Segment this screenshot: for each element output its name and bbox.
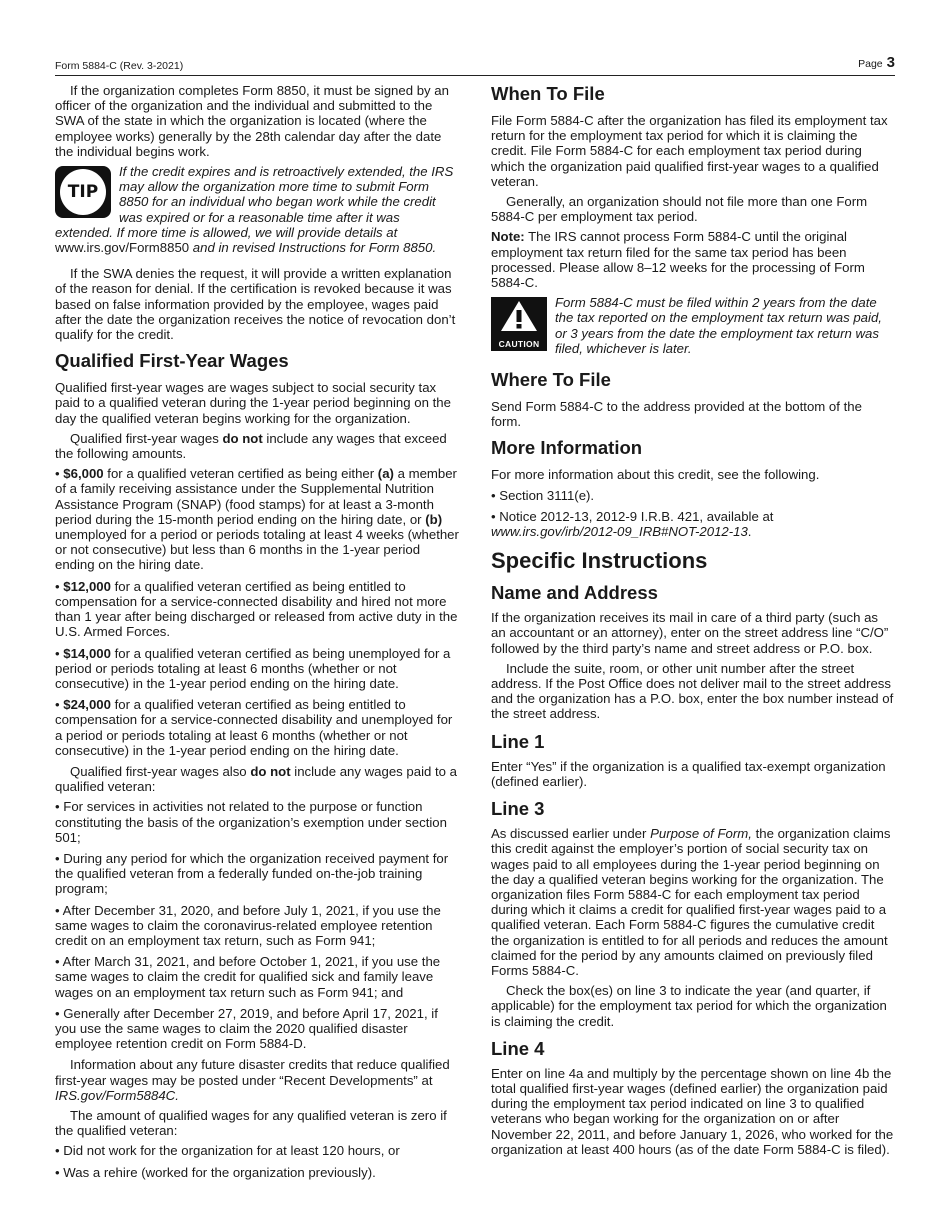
amount: $14,000 xyxy=(63,645,111,661)
tip-text-a: If the credit expires and is retroactively extended, the IRS may allow the organization more time to submit Form 8850 for an individual who began work while the credit was expired or for a reasonable time after it was extended. If more time is allowed, we will provide details at xyxy=(55,164,454,240)
right-column xyxy=(491,83,895,1162)
text-segment: for a qualified veteran certified as being unemployed for a period or periods totaling at least 6 months (whether or not consecutive) in the 1-year period ending on the hiring date. xyxy=(55,645,451,691)
tip-text-b: and in revised Instructions for Form 8850. xyxy=(189,240,437,256)
exclusion-bullet: • During any period for which the organization received payment for the qualified veteran from a federally funded on-the-job training program; xyxy=(55,850,449,897)
heading-more-information: More Information xyxy=(491,437,643,459)
heading-when-to-file: When To File xyxy=(491,83,605,104)
tip-icon-label: TIP xyxy=(60,169,106,215)
caution-box xyxy=(491,295,895,361)
bullet-text: During any period for which the organization received payment for the qualified veteran from a federally funded on-the-job training program; xyxy=(55,850,449,897)
paragraph-line-1: Enter “Yes” if the organization is a qualified tax-exempt organization (defined earlier). xyxy=(491,758,886,789)
paragraph-name-address-1: If the organization receives its mail in care of a third party (such as an accountant or an attorney), enter on the street address line “C/O” followed by the third party’s name and street address or P.O. box. xyxy=(491,610,889,656)
zero-bullet: • Did not work for the organization for at least 120 hours, or xyxy=(55,1143,400,1159)
more-info-bullet: • Notice 2012-13, 2012-9 I.R.B. 421, available at www.irs.gov/irb/2012-09_IRB#NOT-2012-13. xyxy=(491,508,774,540)
paragraph-name-address-2: Include the suite, room, or other unit number after the street address. If the Post Office does not deliver mail to the street address and the organization has a P.O. box, enter the box number instead of the street address. xyxy=(491,660,894,722)
text-segment: unemployed for a period or periods totaling at least 4 weeks (whether or not consecutive) but less than 6 months in the 1-year period ending on the hiring date. xyxy=(55,527,459,573)
amount-bullet-6000: • $6,000 for a qualified veteran certified as being either (a) a member of a family receiving assistance under the Supplemental Nutrition Assistance Program (SNAP) (food stamps) for at least a 3-month period during the 15-month period ending on the hiring date, or (b) unemployed for a period or periods totaling at least 4 weeks (whether or not consecutive) but less than 6 months in the 1-year period ending on the hiring date. xyxy=(55,466,459,573)
form-identifier: Form 5884-C (Rev. 3-2021) xyxy=(55,60,184,72)
note-paragraph xyxy=(491,229,895,290)
text-segment: for a qualified veteran certified as being entitled to compensation for a service-connected disability and unemployed for a period or periods totaling at least 6 months (whether or not consecutive) in the 1-year period ending on the hiring date. xyxy=(55,697,453,758)
caution-icon xyxy=(491,297,547,351)
amount-bullet-24000: • $24,000 for a qualified veteran certified as being entitled to compensation for a service-connected disability and unemployed for a period or periods totaling at least 6 months (whether or not consecutive) in the 1-year period ending on the hiring date. xyxy=(55,697,453,758)
heading-specific-instructions: Specific Instructions xyxy=(491,548,708,574)
heading-qualified-first-year-wages: Qualified First-Year Wages xyxy=(55,350,289,372)
paragraph-zero-wages: The amount of qualified wages for any qualified veteran is zero if the qualified veteran: xyxy=(55,1107,447,1139)
note-label: Note: xyxy=(491,229,525,245)
irb-notice-link[interactable]: www.irs.gov/irb/2012-09_IRB#NOT-2012-13 xyxy=(491,524,748,540)
heading-line-4: Line 4 xyxy=(491,1037,545,1059)
exclusion-bullet: • After December 31, 2020, and before July 1, 2021, if you use the same wages to claim the coronavirus-related employee retention credit on an employment tax return, such as Form 941; xyxy=(55,902,441,948)
paragraph-qfyw-definition: Qualified first-year wages are wages subject to social security tax paid to a qualified veteran during the 1-year period beginning on the day the qualified veteran begins working for the organization. xyxy=(55,380,451,426)
amount-bullet-12000: • $12,000 for a qualified veteran certified as being entitled to compensation for a service-connected disability and hired not more than 1 year after being discharged or released from active duty in the U.S. Armed Forces. xyxy=(55,578,458,640)
paragraph-swa-denies: If the SWA denies the request, it will provide a written explanation of the reason for denial. If the certification is revoked because it was based on false information provided by the employee, wages paid after the date the organization receives the notice of revocation don’t qualify for the credit. xyxy=(55,266,456,343)
purpose-of-form-reference: Purpose of Form, xyxy=(650,826,752,842)
zero-bullet: • Was a rehire (worked for the organization previously). xyxy=(55,1164,376,1180)
page-number: 3 xyxy=(886,54,895,71)
exclusion-bullet: • After March 31, 2021, and before October 1, 2021, if you use the same wages to claim the credit for qualified sick and family leave wages on an employment tax return such as Form 941; and xyxy=(55,954,441,1000)
bullet-text: For services in activities not related to the purpose or function constituting the basis of the organization’s exemption under section 501; xyxy=(55,799,447,845)
item-marker: (a) xyxy=(377,466,394,482)
paragraph-more-information: For more information about this credit, see the following. xyxy=(491,467,820,483)
bullet-text: Did not work for the organization for at least 120 hours, or xyxy=(63,1143,400,1159)
item-marker: (b) xyxy=(425,511,443,527)
note-text: The IRS cannot process Form 5884-C until the original employment tax return filed for the same tax period has been processed. Please allow 8–12 weeks for the processing of Form 5884-C. xyxy=(491,229,865,291)
amount: $24,000 xyxy=(63,697,111,713)
amount: $6,000 xyxy=(63,466,104,482)
heading-line-3: Line 3 xyxy=(491,798,545,820)
bullet-text: Generally after December 27, 2019, and before April 17, 2021, if you use the same wages to claim the 2020 qualified disaster employee retention credit on Form 5884-D. xyxy=(55,1005,438,1052)
text-segment: include any wages that exceed the following amounts. xyxy=(55,430,447,462)
text-segment: . xyxy=(747,524,752,540)
bullet-text: Was a rehire (worked for the organization previously). xyxy=(63,1164,376,1180)
more-info-bullet: • Section 3111(e). xyxy=(491,487,595,503)
text-segment: the organization claims this credit against the employer’s portion of social security tax on wages paid to all employees during the 1-year period beginning on the day a qualified veteran begins working for the organization. The organization files Form 5884-C for each employment tax period during which it claims a credit for qualified first-year wages paid to a qualified veteran. Each Form 5884-C figures the cumulative credit the organization is entitled to for all periods and reduces the amount claimed for the period by any amounts claimed on previously filed Forms 5884-C. xyxy=(491,826,891,978)
irs-form5884c-link[interactable]: IRS.gov/Form5884C. xyxy=(55,1087,179,1103)
text-segment: Information about any future disaster credits that reduce qualified first-year wages may be posted under “Recent Developments” at xyxy=(55,1057,450,1088)
text-segment: a member of a family receiving assistance under the Supplemental Nutrition Assistance Program (SNAP) (food stamps) for at least a 3-month period during the 15-month period ending on the hiring date, or xyxy=(55,466,457,527)
paragraph-line-3 xyxy=(491,826,895,978)
caution-text: Form 5884-C must be filed within 2 years from the date the tax reported on the employment tax return was paid, or 3 years from the date the employment tax return was filed, whichever is later. xyxy=(555,295,882,356)
tip-text xyxy=(55,164,460,255)
amount-bullet-14000: • $14,000 for a qualified veteran certified as being unemployed for a period or periods totaling at least 6 months (whether or not consecutive) in the 1-year period ending on the hiring date. xyxy=(55,645,451,691)
emphasis: do not xyxy=(250,763,291,779)
heading-name-and-address: Name and Address xyxy=(491,582,658,604)
left-column xyxy=(55,83,460,1186)
text-segment: Qualified first-year wages xyxy=(70,430,223,446)
paragraph-future-disaster-credits xyxy=(55,1057,460,1103)
exclusion-bullet: • For services in activities not related to the purpose or function constituting the basis of the organization’s exemption under section 501; xyxy=(55,799,447,845)
paragraph-line-4: Enter on line 4a and multiply by the percentage shown on line 4b the total qualified first-year wages (defined earlier) the organization paid during the employment tax period indicated on line 3 to qualified veterans who began working for the organization on or after November 22, 2011, and before January 1, 2026, who worked for the organization at least 400 hours (as of the date Form 5884-C is filed). xyxy=(491,1065,894,1157)
paragraph-when-to-file-1: File Form 5884-C after the organization has filed its employment tax return for the employment tax period for which it is claiming the credit. File Form 5884-C for each employment tax period during which the organization paid qualified first-year wages to a qualified veteran. xyxy=(491,113,888,189)
bullet-text: After December 31, 2020, and before July 1, 2021, if you use the same wages to claim the coronavirus-related employee retention credit on an employment tax return, such as Form 941; xyxy=(55,902,441,948)
page-indicator xyxy=(858,55,895,72)
paragraph-where-to-file: Send Form 5884-C to the address provided at the bottom of the form. xyxy=(491,399,862,430)
page-label: Page xyxy=(858,58,883,70)
text-segment: Qualified first-year wages also xyxy=(70,763,251,779)
text-segment: As discussed earlier under xyxy=(491,826,651,842)
text-segment: for a qualified veteran certified as being entitled to compensation for a service-connected disability and hired not more than 1 year after being discharged or released from active duty in the U.S. Armed Forces. xyxy=(55,578,458,640)
tip-link[interactable]: www.irs.gov/Form8850 xyxy=(55,240,190,256)
paragraph-do-not-exceed xyxy=(55,431,460,461)
paragraph-line-3-check: Check the box(es) on line 3 to indicate the year (and quarter, if applicable) for the employment tax period for which the organization is claiming the credit. xyxy=(491,983,887,1029)
page-header xyxy=(55,53,895,76)
text-segment: include any wages paid to a qualified veteran: xyxy=(55,763,458,795)
tip-icon xyxy=(55,166,111,218)
warning-triangle-icon xyxy=(500,300,538,332)
bullet-text: Section 3111(e). xyxy=(499,487,595,503)
text-segment: for a qualified veteran certified as being either xyxy=(103,466,378,482)
paragraph-also-do-not xyxy=(55,764,460,794)
bullet-text: After March 31, 2021, and before October 1, 2021, if you use the same wages to claim the credit for qualified sick and family leave wages on an employment tax return such as Form 941; and xyxy=(55,954,441,1000)
paragraph-when-to-file-2: Generally, an organization should not file more than one Form 5884-C per employment tax period. xyxy=(491,194,868,225)
paragraph-form-8850-signed: If the organization completes Form 8850, it must be signed by an officer of the organization and the individual and submitted to the SWA of the state in which the organization is located (where the employee works) generally by the 28th calendar day after the date the individual begins work. xyxy=(55,83,449,159)
emphasis: do not xyxy=(222,430,263,446)
caution-icon-label: CAUTION xyxy=(498,339,540,350)
bullet-text: Notice 2012-13, 2012-9 I.R.B. 421, available at xyxy=(499,508,774,524)
heading-where-to-file: Where To File xyxy=(491,369,611,391)
tip-box xyxy=(55,164,460,260)
exclusion-bullet: • Generally after December 27, 2019, and before April 17, 2021, if you use the same wages to claim the 2020 qualified disaster employee retention credit on Form 5884-D. xyxy=(55,1005,438,1052)
amount: $12,000 xyxy=(63,578,111,594)
heading-line-1: Line 1 xyxy=(491,730,545,752)
